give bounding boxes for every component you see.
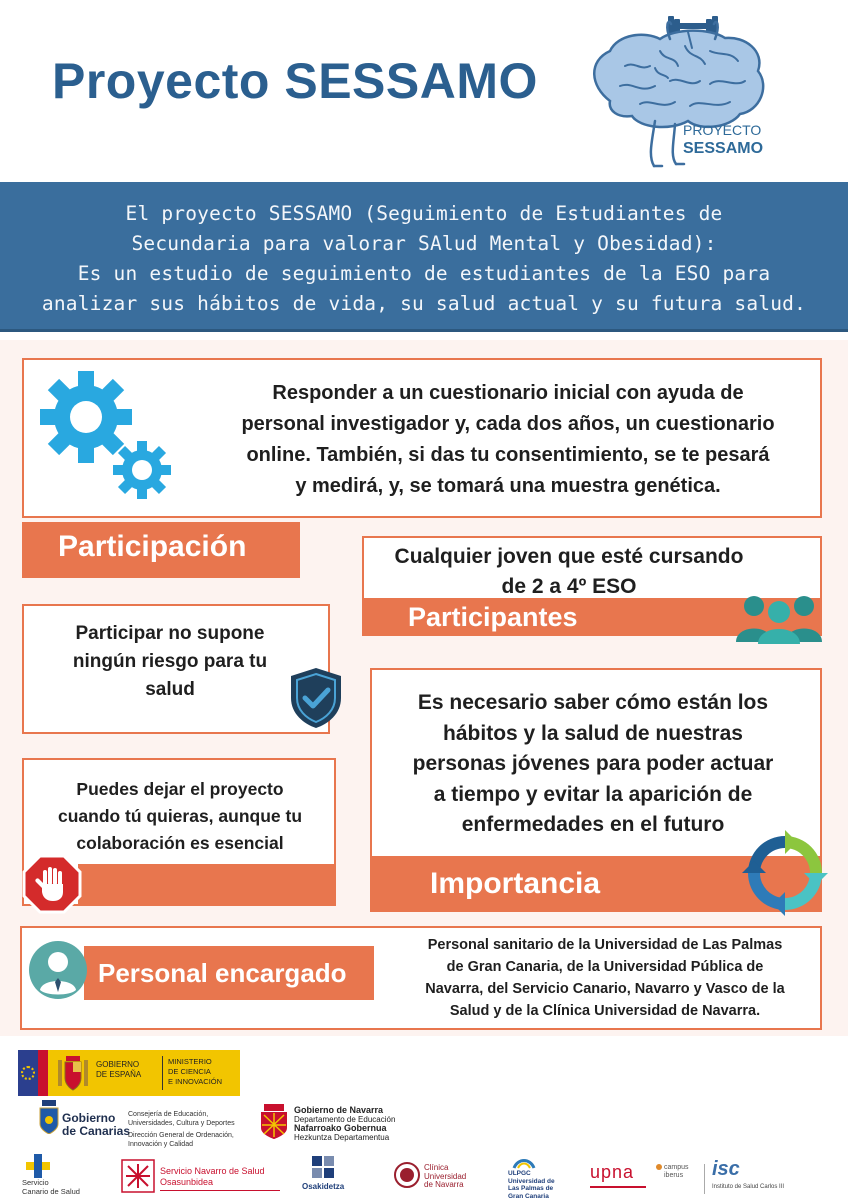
osakidetza-logo-icon: [312, 1156, 334, 1178]
text-line: MINISTERIO: [168, 1057, 212, 1066]
gob-canarias-text: [62, 1112, 130, 1138]
footer-logos: [0, 1040, 848, 1200]
text-line: Dirección General de Ordenación,: [128, 1132, 234, 1139]
clinica-text: [424, 1164, 466, 1190]
text-line: Consejería de Educación,: [128, 1111, 209, 1118]
dejar-text: [34, 776, 326, 857]
text-line: Nafarroako Gobernua: [294, 1123, 387, 1133]
ulpgc-logo-icon: [512, 1154, 536, 1170]
ministerio-text: [168, 1057, 222, 1087]
text-line: colaboración es esencial: [76, 833, 284, 853]
banner-line: Secundaria para valorar SAlud Mental y Obesidad):: [131, 232, 717, 255]
text-line: de Canarias: [62, 1124, 131, 1138]
ulpgc-text: [508, 1170, 555, 1200]
text-line: GOBIERNO: [96, 1060, 140, 1069]
text-line: hábitos y la salud de nuestras: [443, 721, 743, 745]
text-line: de Navarra: [424, 1180, 464, 1189]
text-line: salud: [145, 679, 195, 700]
text-line: Gran Canaria: [508, 1192, 549, 1200]
text-line: Navarra, del Servicio Canario, Navarro y Vasco de la: [425, 981, 785, 997]
participantes-text: [364, 542, 774, 602]
text-line: Clínica: [424, 1163, 449, 1172]
shield-check-icon: [288, 666, 344, 730]
personal-text: [390, 934, 820, 1022]
text-line: de Gran Canaria, de la Universidad Pública de: [446, 959, 764, 975]
text-line: a tiempo y evitar la aparición de: [433, 782, 753, 806]
brain-icon: [570, 6, 820, 174]
consejeria-text: [128, 1110, 235, 1149]
text-line: Las Palmas de: [508, 1185, 554, 1192]
group-people-icon: [734, 592, 824, 644]
text-line: Osasunbidea: [160, 1177, 214, 1187]
intro-banner: [0, 182, 848, 332]
participacion-label: Participación: [22, 522, 300, 578]
text-line: Salud y de la Clínica Universidad de Navarra.: [449, 1003, 761, 1019]
dejar-bar: [78, 864, 334, 904]
text-line: Servicio Navarro de Salud: [160, 1166, 265, 1176]
text-line: Innovación y Calidad: [128, 1141, 193, 1148]
spain-coat-of-arms-icon: [56, 1054, 90, 1092]
sessamo-logo: [570, 6, 820, 174]
importancia-text: [380, 688, 806, 841]
isciii-text: Instituto de Salud Carlos III: [712, 1184, 785, 1190]
page-title: Proyecto SESSAMO: [52, 53, 538, 109]
logo-line2: SESSAMO: [683, 140, 764, 157]
text-line: y medirá, y, se tomará una muestra genética.: [295, 475, 721, 497]
participacion-text: [200, 378, 816, 502]
eu-flag-icon: [18, 1050, 38, 1096]
importancia-label: Importancia: [372, 856, 820, 910]
riesgo-text: [40, 620, 300, 704]
text-line: DE ESPAÑA: [96, 1070, 142, 1079]
text-line: Personal sanitario de la Universidad de Las Palmas: [427, 937, 783, 953]
text-line: Gobierno de Navarra: [294, 1105, 384, 1115]
osakidetza-text: Osakidetza: [302, 1182, 345, 1191]
cycle-arrows-icon: [742, 830, 828, 916]
stop-hand-icon: [22, 854, 82, 914]
text-line: Universidades, Cultura y Deportes: [128, 1120, 235, 1127]
participantes-label: Participantes: [364, 598, 820, 634]
gears-icon: [36, 370, 176, 500]
logo-line1: PROYECTO: [683, 122, 762, 138]
text-line: Gobierno: [62, 1111, 116, 1125]
text-line: Universidad: [424, 1171, 467, 1181]
banner-line: Es un estudio de seguimiento de estudiantes de la ESO para: [77, 262, 771, 285]
text-line: enfermedades en el futuro: [461, 813, 725, 836]
text-line: campus: [664, 1164, 689, 1171]
text-line: Universidad de: [508, 1177, 555, 1185]
sns-text: [160, 1166, 265, 1188]
text-line: E INNOVACIÓN: [168, 1077, 223, 1086]
text-line: Servicio: [22, 1178, 49, 1187]
scs-text: [22, 1178, 80, 1196]
text-line: Hezkuntza Departamentua: [294, 1133, 390, 1142]
text-line: online. También, si das tu consentimiento, se te pesará: [246, 444, 770, 466]
person-avatar-icon: [28, 940, 88, 1000]
canarias-coat-of-arms-icon: [38, 1100, 60, 1134]
sns-logo-icon: [120, 1158, 156, 1194]
text-line: Departamento de Educación: [294, 1115, 396, 1124]
banner-line: analizar sus hábitos de vida, su salud actual y su futura salud.: [41, 292, 807, 315]
text-line: Canario de Salud: [22, 1187, 80, 1196]
personal-label: Personal encargado: [84, 946, 374, 1000]
text-line: ningún riesgo para tu: [72, 651, 268, 672]
ministerio-logo: [18, 1050, 240, 1096]
campus-dot-icon: [656, 1164, 662, 1170]
text-line: Participar no supone: [75, 623, 265, 644]
upna-text: upna: [590, 1162, 635, 1182]
banner-line: El proyecto SESSAMO (Seguimiento de Estudiantes de: [125, 202, 723, 225]
gob-navarra-text: [294, 1106, 395, 1142]
text-line: cuando tú quieras, aunque tu: [57, 806, 303, 826]
text-line: personal investigador y, cada dos años, un cuestionario: [241, 413, 775, 435]
text-line: Es necesario saber cómo están los: [417, 691, 769, 714]
text-line: iberus: [664, 1172, 684, 1179]
text-line: de 2 a 4º ESO: [501, 575, 637, 598]
text-line: DE CIENCIA: [168, 1067, 211, 1076]
clinica-seal-icon: [394, 1162, 420, 1188]
text-line: ULPGC: [508, 1170, 531, 1177]
scs-logo-icon: [24, 1154, 54, 1178]
isciii-logo: isc: [712, 1158, 740, 1180]
text-line: personas jóvenes para poder actuar: [412, 752, 774, 775]
text-line: Puedes dejar el proyecto: [76, 779, 284, 799]
gob-espana-text: [96, 1060, 141, 1080]
text-line: Responder a un cuestionario inicial con ayuda de: [272, 382, 744, 404]
campus-text: [664, 1164, 689, 1180]
text-line: Cualquier joven que esté cursando: [394, 545, 744, 568]
navarra-coat-of-arms-icon: [258, 1104, 290, 1140]
